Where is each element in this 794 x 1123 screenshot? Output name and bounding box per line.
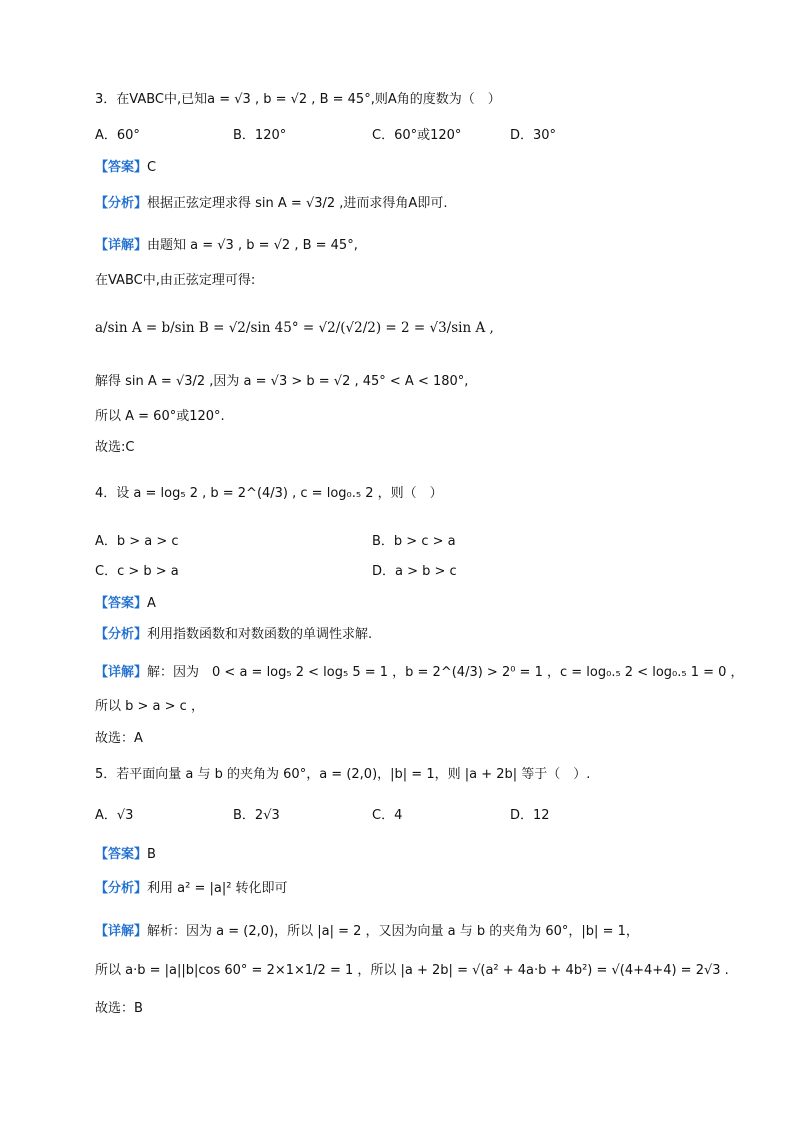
question-4-stem — [95, 484, 443, 504]
detail-text-2: 所以 a·b = |a||b|cos 60° = 2×1×1/2 = 1 ，所以 |a + 2b| = √(a² + 4a·b + 4b²) = √(4+4+4) = 2√3 . — [95, 963, 729, 978]
option-c: C．4 — [372, 808, 403, 823]
analysis-tag: 【分析】 — [95, 196, 148, 211]
question-3-stem — [95, 90, 501, 110]
analysis-tag: 【分析】 — [95, 881, 148, 896]
detail-line — [95, 662, 744, 683]
detail-text-2: 所以 b > a > c ， — [95, 699, 204, 714]
option-c: C．c > b > a — [95, 564, 179, 579]
answer-tag: 【答案】 — [95, 596, 148, 611]
detail-tag: 【详解】 — [95, 665, 148, 680]
option-c: C．60°或120° — [372, 128, 462, 143]
option-a: A．60° — [95, 128, 140, 143]
detail-line — [95, 921, 639, 942]
question-5-stem — [95, 765, 590, 785]
answer-tag: 【答案】 — [95, 160, 148, 175]
answer-line — [95, 157, 156, 178]
option-d: D．a > b > c — [372, 564, 457, 579]
detail-tag: 【详解】 — [95, 238, 148, 253]
detail-text-2: 在VABC中,由正弦定理可得: — [95, 273, 256, 288]
analysis-line — [95, 624, 372, 645]
detail-line — [95, 235, 358, 256]
option-d: D．12 — [510, 808, 550, 823]
detail-text: 解：因为 0 < a = log₅ 2 < log₅ 5 = 1 ，b = 2^(4/3) > 2⁰ = 1 ，c = log₀.₅ 2 < log₀.₅ 1 = 0 ， — [147, 665, 744, 680]
option-d: D．30° — [510, 128, 557, 143]
analysis-line — [95, 878, 288, 899]
answer-tag: 【答案】 — [95, 847, 148, 862]
conclusion: 故选：A — [95, 731, 143, 746]
question-text: 在VABC中,已知a = √3 , b = √2 , B = 45°,则A角的度数为（ ） — [116, 92, 501, 107]
analysis-line — [95, 193, 447, 214]
detail-text: 解析：因为 a = (2,0)，所以 |a| = 2 ，又因为向量 a 与 b 的夹角为 60°，|b| = 1， — [147, 924, 639, 939]
analysis-tag: 【分析】 — [95, 627, 148, 642]
detail-text-4: 所以 A = 60°或120°. — [95, 409, 225, 424]
detail-text: 由题知 a = √3 , b = √2 , B = 45°, — [147, 238, 358, 253]
answer-line — [95, 593, 156, 614]
answer-value: C — [147, 160, 157, 175]
detail-tag: 【详解】 — [95, 924, 148, 939]
conclusion: 故选：B — [95, 1001, 143, 1016]
detail-text-3: 解得 sin A = √3/2 ,因为 a = √3 > b = √2 , 45° < A < 180°, — [95, 374, 469, 389]
analysis-text: 根据正弦定理求得 sin A = √3/2 ,进而求得角A即可. — [147, 196, 448, 211]
option-a: A．b > a > c — [95, 534, 179, 549]
option-a: A．√3 — [95, 808, 134, 823]
analysis-text: 利用指数函数和对数函数的单调性求解. — [147, 627, 373, 642]
question-number: 4． — [95, 486, 117, 501]
question-number: 3． — [95, 92, 117, 107]
answer-line — [95, 844, 156, 865]
option-b: B．2√3 — [233, 808, 280, 823]
conclusion: 故选:C — [95, 440, 135, 455]
sine-law-equation: a/sin A = b/sin B = √2/sin 45° = √2/(√2/2) = 2 = √3/sin A , — [95, 320, 494, 336]
answer-value: A — [147, 596, 156, 611]
answer-value: B — [147, 847, 156, 862]
option-b: B．120° — [233, 128, 287, 143]
question-text: 若平面向量 a 与 b 的夹角为 60°，a = (2,0)，|b| = 1，则 |a + 2b| 等于（ ）. — [116, 767, 591, 782]
question-number: 5． — [95, 767, 117, 782]
analysis-text: 利用 a² = |a|² 转化即可 — [147, 881, 288, 896]
option-b: B．b > c > a — [372, 534, 456, 549]
question-text: 设 a = log₅ 2 , b = 2^(4/3) , c = log₀.₅ 2 ，则（ ） — [116, 486, 443, 501]
